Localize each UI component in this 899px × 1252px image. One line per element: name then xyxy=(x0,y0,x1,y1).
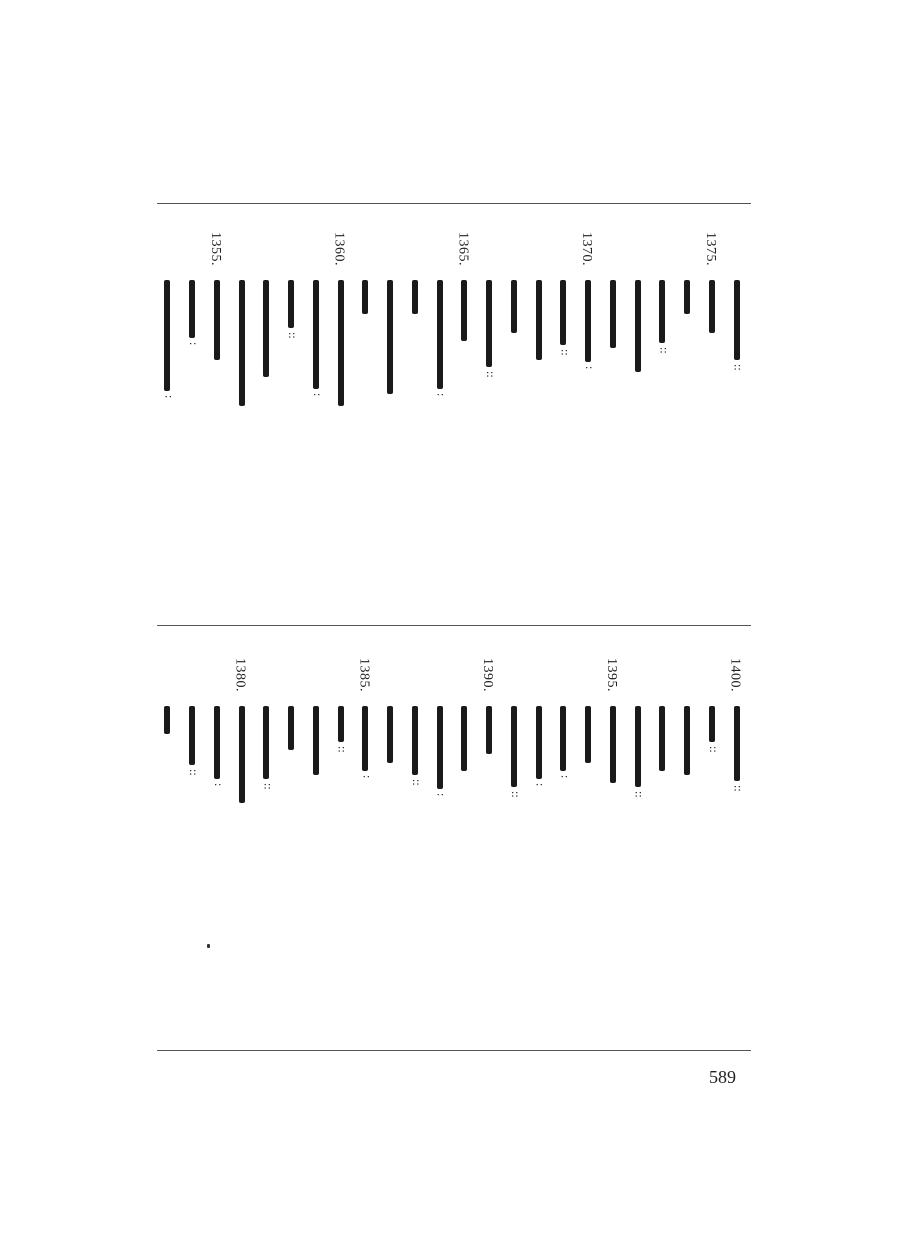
mongolian-script-line xyxy=(610,280,616,348)
verse-line xyxy=(602,232,628,532)
mongolian-script-line xyxy=(536,706,542,779)
verse-line xyxy=(701,658,727,918)
verse-line xyxy=(354,658,380,918)
punctuation-mark: :: xyxy=(558,349,573,356)
mongolian-script-line xyxy=(288,706,294,750)
verse-line xyxy=(651,232,677,532)
punctuation-mark: : xyxy=(533,783,548,787)
verse-line xyxy=(651,658,677,918)
middle-rule xyxy=(157,625,751,626)
verse-line xyxy=(676,658,702,918)
mongolian-script-line xyxy=(635,706,641,787)
mongolian-script-line xyxy=(610,706,616,783)
punctuation-mark: : xyxy=(187,342,202,346)
mongolian-script-line xyxy=(536,280,542,360)
verse-line xyxy=(305,232,331,532)
mongolian-script-line xyxy=(387,280,393,394)
mongolian-script-line xyxy=(511,280,517,333)
mongolian-script-line xyxy=(387,706,393,763)
mongolian-script-line xyxy=(734,706,740,781)
line-number: 1375. xyxy=(702,232,718,266)
punctuation-mark: : xyxy=(162,395,177,399)
mongolian-script-line xyxy=(362,280,368,314)
mongolian-script-line xyxy=(461,706,467,771)
punctuation-mark: :: xyxy=(731,785,746,792)
verse-line xyxy=(354,232,380,532)
mongolian-script-line xyxy=(560,280,566,345)
mongolian-script-line xyxy=(585,280,591,362)
verse-line xyxy=(503,658,529,918)
mongolian-script-line xyxy=(313,706,319,775)
line-number: 1390. xyxy=(480,658,496,692)
line-number: 1365. xyxy=(455,232,471,266)
verse-line xyxy=(503,232,529,532)
mongolian-script-line xyxy=(164,706,170,734)
punctuation-mark: : xyxy=(558,775,573,779)
verse-line xyxy=(528,232,554,532)
line-number: 1370. xyxy=(579,232,595,266)
verse-line xyxy=(429,232,455,532)
verse-line xyxy=(280,232,306,532)
punctuation-mark: : xyxy=(211,783,226,787)
mongolian-script-line xyxy=(338,280,344,406)
mongolian-script-line xyxy=(362,706,368,771)
mongolian-script-line xyxy=(214,706,220,779)
verse-line xyxy=(280,658,306,918)
verse-line xyxy=(231,658,257,918)
verse-line xyxy=(181,232,207,532)
mongolian-script-line xyxy=(313,280,319,389)
line-number: 1380. xyxy=(232,658,248,692)
verse-line xyxy=(156,232,182,532)
verse-line xyxy=(156,658,182,918)
page-number: 589 xyxy=(709,1067,736,1087)
verse-line xyxy=(453,232,479,532)
punctuation-mark: :: xyxy=(508,791,523,798)
verse-line xyxy=(206,658,232,918)
mongolian-script-line xyxy=(164,280,170,391)
mongolian-script-line xyxy=(585,706,591,763)
punctuation-mark: :: xyxy=(286,332,301,339)
verse-line xyxy=(726,658,752,918)
verse-line xyxy=(676,232,702,532)
punctuation-mark: : xyxy=(434,393,449,397)
line-number: 1400. xyxy=(727,658,743,692)
punctuation-mark: :: xyxy=(261,783,276,790)
mongolian-script-line xyxy=(560,706,566,771)
mongolian-script-line xyxy=(263,280,269,377)
verse-line xyxy=(478,658,504,918)
verse-line xyxy=(478,232,504,532)
mongolian-script-line xyxy=(659,706,665,771)
punctuation-mark: :: xyxy=(409,779,424,786)
mongolian-script-line xyxy=(437,280,443,389)
bottom-rule xyxy=(157,1050,751,1051)
mongolian-script-line xyxy=(239,706,245,803)
mongolian-script-line xyxy=(461,280,467,341)
verse-line xyxy=(305,658,331,918)
mongolian-script-line xyxy=(288,280,294,328)
verse-line xyxy=(379,232,405,532)
verse-line xyxy=(231,232,257,532)
lower-verse-block xyxy=(157,658,751,918)
verse-line xyxy=(404,232,430,532)
upper-verse-block xyxy=(157,232,751,532)
verse-line xyxy=(181,658,207,918)
verse-line xyxy=(404,658,430,918)
mongolian-script-line xyxy=(734,280,740,360)
stray-ink-mark xyxy=(207,944,210,948)
punctuation-mark: :: xyxy=(187,769,202,776)
punctuation-mark: : xyxy=(434,793,449,797)
mongolian-script-line xyxy=(189,706,195,765)
verse-line xyxy=(528,658,554,918)
verse-line xyxy=(726,232,752,532)
verse-line xyxy=(255,232,281,532)
punctuation-mark: :: xyxy=(335,746,350,753)
mongolian-script-line xyxy=(412,706,418,775)
verse-line xyxy=(602,658,628,918)
line-number: 1385. xyxy=(356,658,372,692)
mongolian-script-line xyxy=(635,280,641,372)
punctuation-mark: :: xyxy=(706,746,721,753)
verse-line xyxy=(627,232,653,532)
mongolian-script-line xyxy=(511,706,517,787)
punctuation-mark: : xyxy=(310,393,325,397)
punctuation-mark: : xyxy=(583,366,598,370)
mongolian-script-line xyxy=(338,706,344,742)
line-number: 1355. xyxy=(207,232,223,266)
verse-line xyxy=(379,658,405,918)
mongolian-script-line xyxy=(709,280,715,333)
verse-line xyxy=(552,658,578,918)
mongolian-script-line xyxy=(684,706,690,775)
verse-line xyxy=(255,658,281,918)
mongolian-script-line xyxy=(239,280,245,406)
verse-line xyxy=(627,658,653,918)
mongolian-script-line xyxy=(659,280,665,343)
top-rule xyxy=(157,203,751,204)
mongolian-script-line xyxy=(263,706,269,779)
verse-line xyxy=(453,658,479,918)
punctuation-mark: :: xyxy=(484,371,499,378)
verse-line xyxy=(701,232,727,532)
verse-line xyxy=(206,232,232,532)
punctuation-mark: : xyxy=(360,775,375,779)
mongolian-script-line xyxy=(412,280,418,314)
mongolian-script-line xyxy=(684,280,690,314)
verse-line xyxy=(552,232,578,532)
line-number: 1395. xyxy=(603,658,619,692)
mongolian-script-line xyxy=(214,280,220,360)
verse-line xyxy=(577,232,603,532)
punctuation-mark: :: xyxy=(657,347,672,354)
line-number: 1360. xyxy=(331,232,347,266)
verse-line xyxy=(577,658,603,918)
verse-line xyxy=(330,658,356,918)
mongolian-script-line xyxy=(486,280,492,367)
mongolian-script-line xyxy=(437,706,443,789)
mongolian-script-line xyxy=(709,706,715,742)
mongolian-script-line xyxy=(189,280,195,338)
punctuation-mark: :: xyxy=(731,364,746,371)
verse-line xyxy=(330,232,356,532)
punctuation-mark: :: xyxy=(632,791,647,798)
mongolian-script-line xyxy=(486,706,492,754)
verse-line xyxy=(429,658,455,918)
